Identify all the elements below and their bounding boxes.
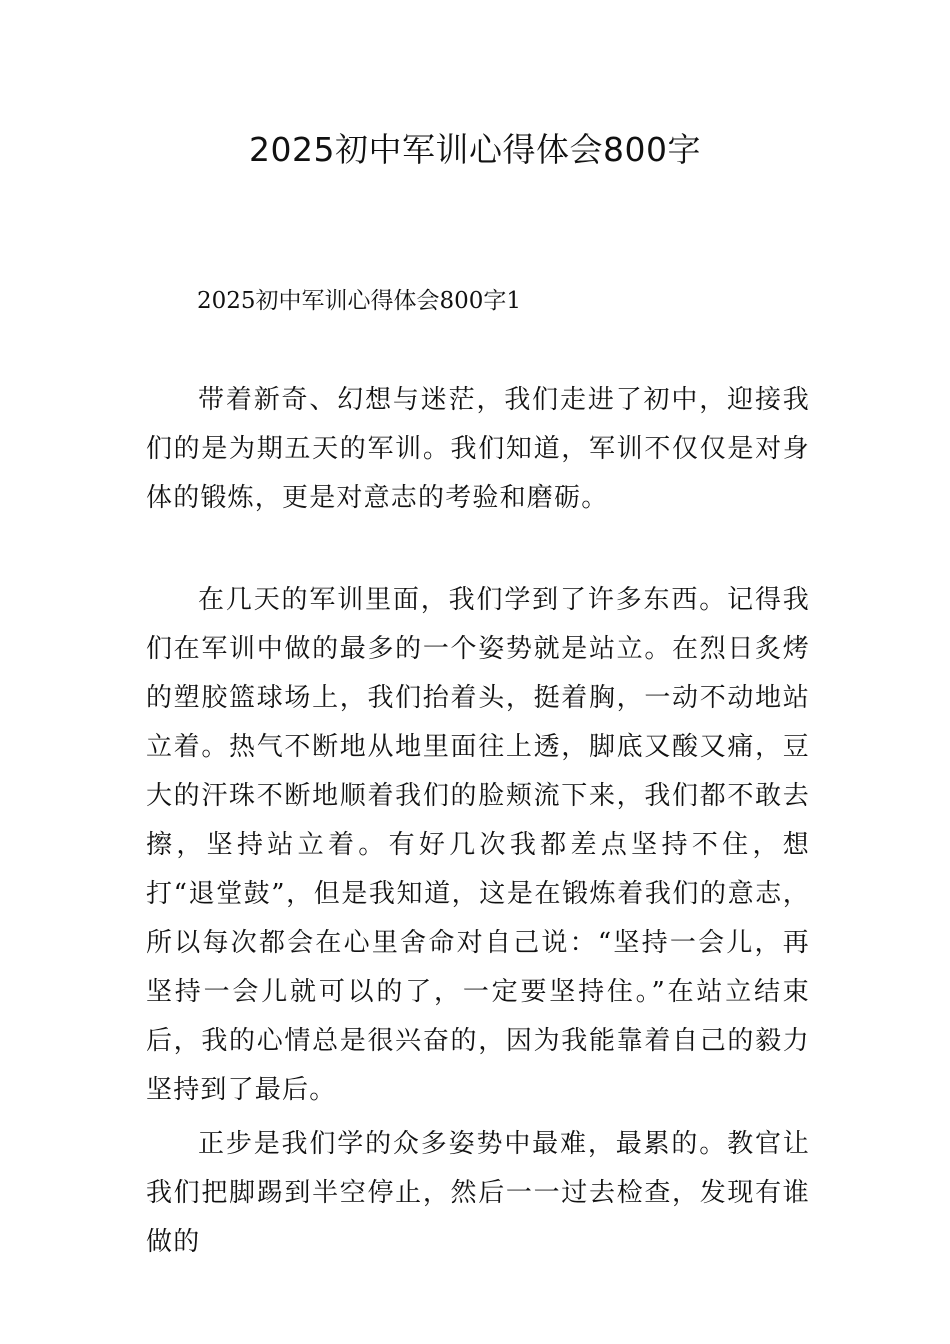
section-heading: 2025初中军训心得体会800字1 [197, 288, 522, 314]
document-title: 2025初中军训心得体会800字 [249, 130, 701, 169]
paragraph-1: 带着新奇、幻想与迷茫，我们走进了初中，迎接我们的是为期五天的军训。我们知道，军训不仅仅是对身体的锻炼，更是对意志的考验和磨砺。 [146, 385, 810, 513]
paragraph-2: 在几天的军训里面，我们学到了许多东西。记得我们在军训中做的最多的一个姿势就是站立。在烈日炙烤的塑胶篮球场上，我们抬着头，挺着胸，一动不动地站立着。热气不断地从地里面往上透，脚底又酸又痛，豆大的汗珠不断地顺着我们的脸颊流下来，我们都不敢去擦，坚持站立着。有好几次我都差点坚持不住，想打“退堂鼓”，但是我知道，这是在锻炼着我们的意志，所以每次都会在心里舍命对自己说：“坚持一会儿，再坚持一会儿就可以的了，一定要坚持住。”在站立结束后，我的心情总是很兴奋的，因为我能靠着自己的毅力坚持到了最后。 [146, 585, 810, 1105]
paragraph-3: 正步是我们学的众多姿势中最难，最累的。教官让我们把脚踢到半空停止，然后一一过去检查，发现有谁做的 [146, 1129, 810, 1257]
